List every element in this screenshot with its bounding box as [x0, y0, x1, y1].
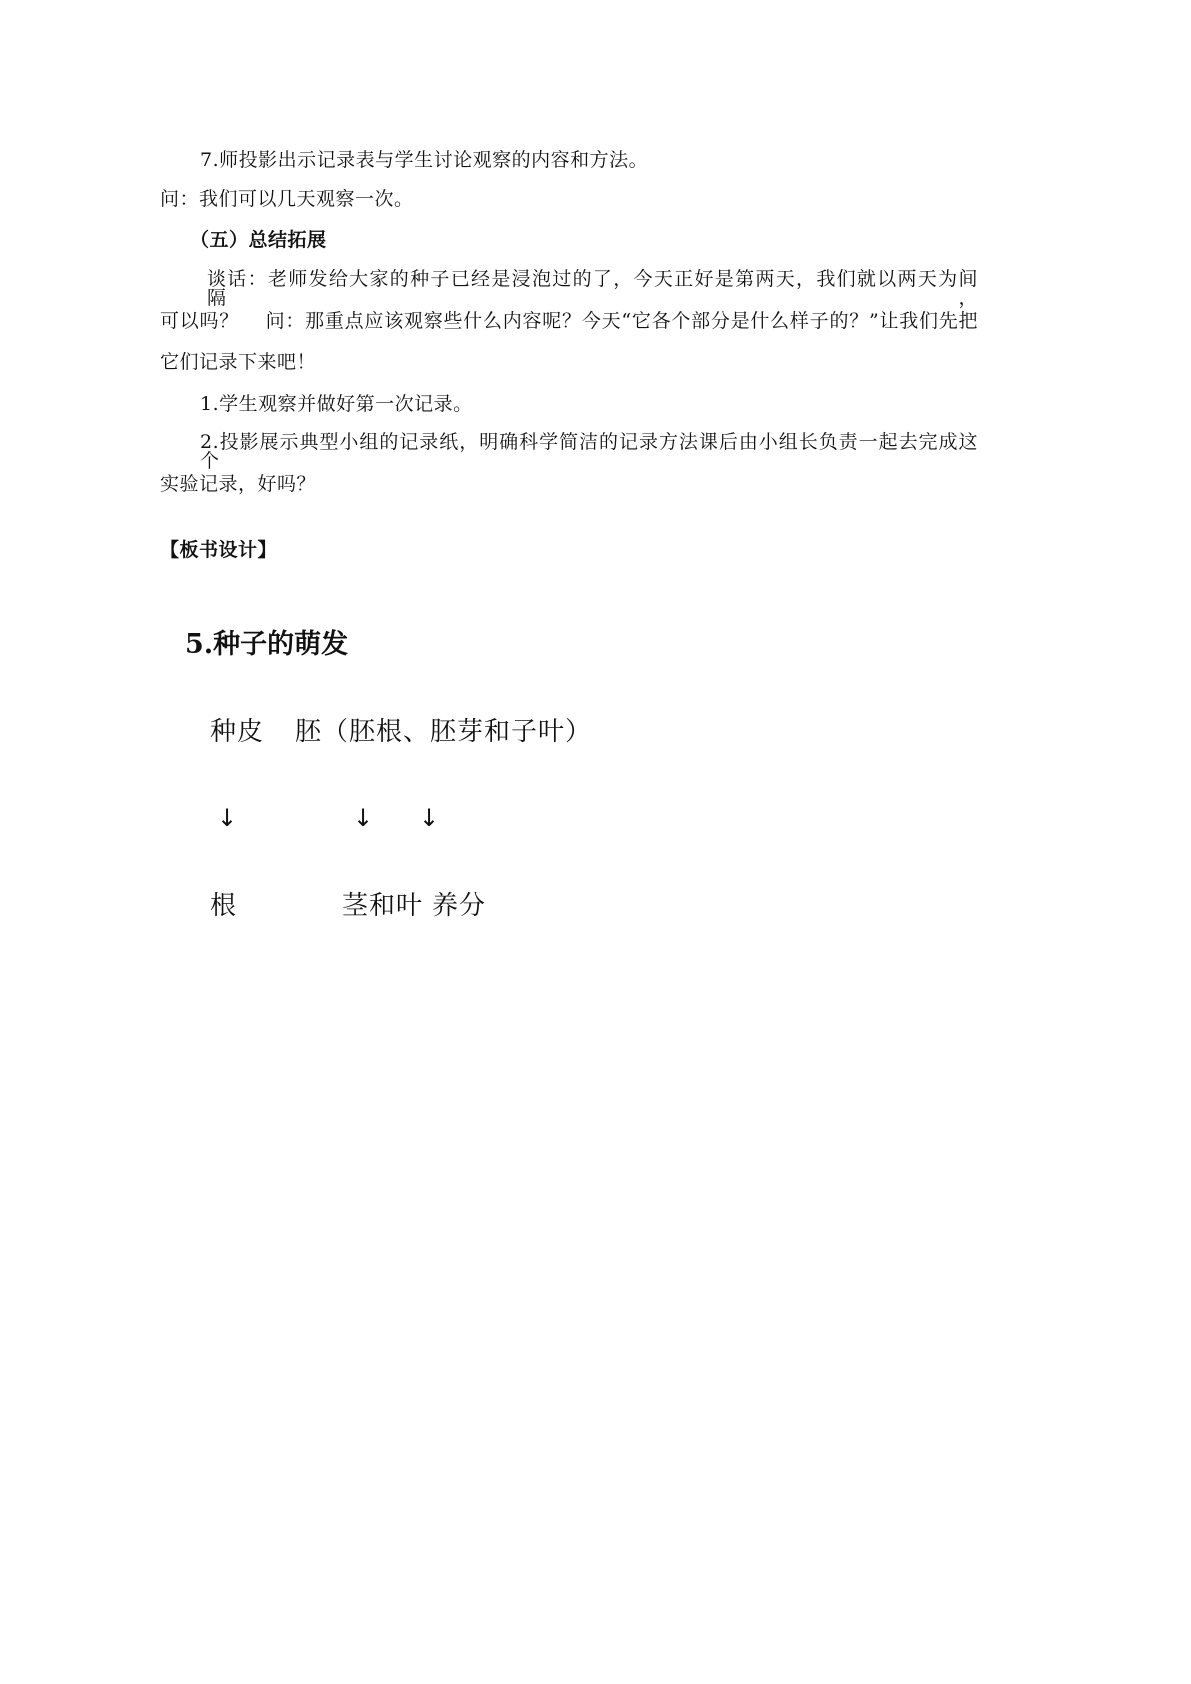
paragraph-step-1: 1.学生观察并做好第一次记录。 — [200, 393, 473, 415]
paragraph-step-2-line-2: 实验记录，好吗？ — [160, 473, 317, 495]
paragraph-question: 问：我们可以几天观察一次。 — [160, 188, 414, 210]
board-title: 5.种子的萌发 — [185, 629, 349, 660]
paragraph-step-7: 7.师投影出示记录表与学生讨论观察的内容和方法。 — [200, 149, 649, 171]
board-stem-and-leaf: 茎和叶 — [342, 891, 424, 921]
paragraph-talk-line-2: 可以吗？ 问：那重点应该观察些什么内容呢？今天“它各个部分是什么样子的？”让我们先把 — [160, 310, 978, 332]
section-heading-summary: （五）总结拓展 — [190, 229, 327, 251]
paragraph-talk-line-1: 谈话：老师发给大家的种子已经是浸泡过的了，今天正好是第两天，我们就以两天为间隔， — [207, 268, 978, 309]
paragraph-talk-line-3: 它们记录下来吧！ — [160, 351, 317, 373]
paragraph-step-2-line-1: 2.投影展示典型小组的记录纸，明确科学简洁的记录方法课后由小组长负责一起去完成这个 — [200, 431, 978, 472]
board-design-heading: 【板书设计】 — [160, 539, 278, 561]
board-embryo: 胚（胚根、胚芽和子叶） — [295, 717, 593, 747]
board-root: 根 — [210, 891, 238, 921]
arrow-down-icon: ↓ — [353, 804, 374, 832]
board-nutrients: 养分 — [432, 891, 487, 921]
arrow-down-icon: ↓ — [217, 804, 238, 832]
board-seed-coat: 种皮 — [210, 717, 265, 747]
arrow-down-icon: ↓ — [419, 804, 440, 832]
